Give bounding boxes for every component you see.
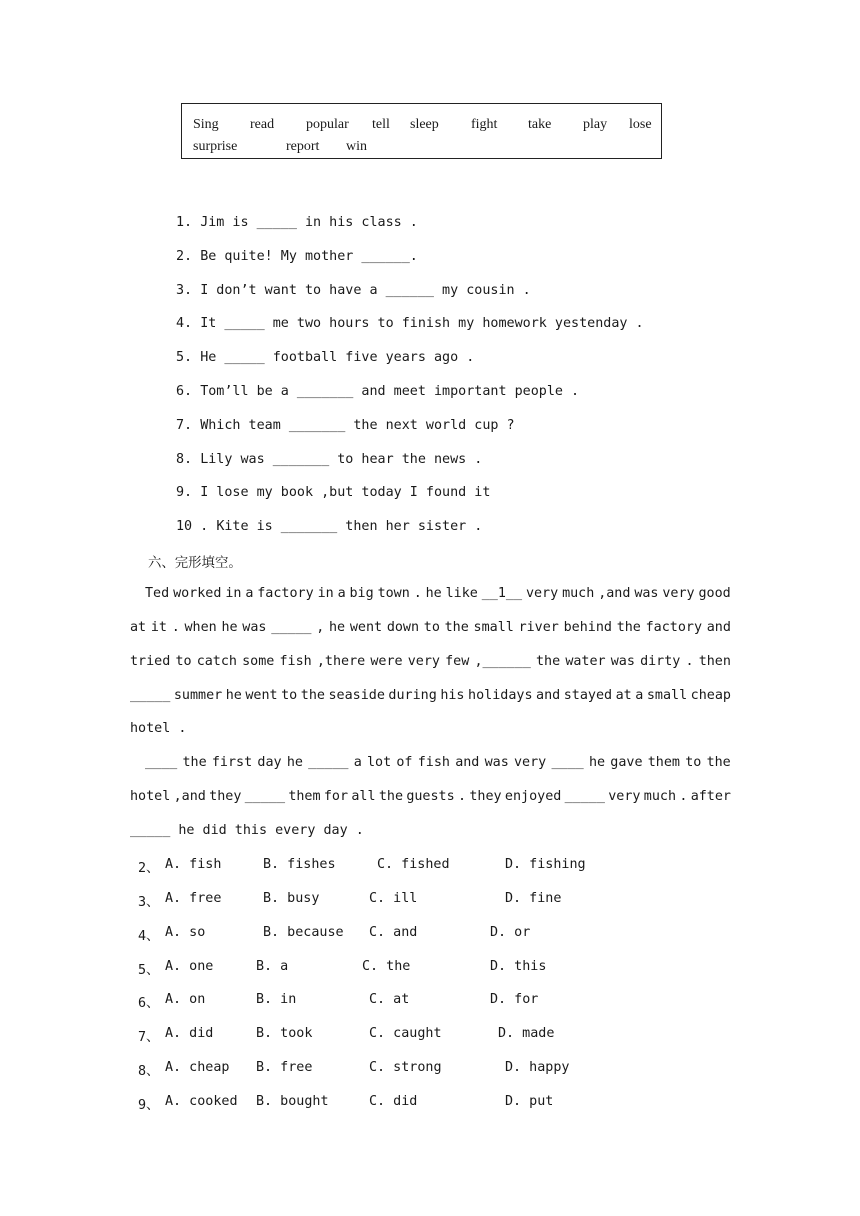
choice-option-b: B. in	[256, 992, 297, 1007]
passage-word: _____	[564, 789, 605, 804]
passage-word: town	[377, 586, 410, 601]
passage-word: down	[386, 620, 420, 635]
choice-option-a: A. cooked	[165, 1094, 238, 1109]
choice-option-b: B. free	[256, 1060, 313, 1075]
fill-in-item	[176, 485, 490, 500]
word-bank-word: surprise	[193, 139, 238, 154]
word-bank-word: lose	[629, 117, 652, 132]
passage-word: ,and	[173, 789, 206, 804]
passage-word: at	[130, 620, 147, 635]
passage-word: ,______	[474, 654, 531, 669]
passage-word: cheap	[690, 688, 731, 703]
item-number: 4.	[176, 316, 193, 331]
passage-word: it	[150, 620, 167, 635]
choice-option-d: D. put	[505, 1094, 554, 1109]
passage-word: to	[175, 654, 192, 669]
passage-word: __1__	[481, 586, 523, 601]
passage-word: his	[440, 688, 465, 703]
passage-line	[130, 620, 731, 635]
item-text: Lily was _______ to hear the news .	[200, 452, 483, 467]
passage-word: water	[565, 654, 606, 669]
fill-in-item	[176, 452, 482, 467]
choice-option-b: B. fishes	[263, 857, 336, 872]
item-number: 2.	[176, 249, 193, 264]
item-number: 3.	[176, 283, 193, 298]
item-text: I lose my book ,but today I found it	[200, 485, 491, 500]
passage-word: was	[242, 620, 267, 635]
passage-word: enjoyed	[504, 789, 562, 804]
passage-word: day	[257, 755, 282, 770]
passage-word: they	[209, 789, 242, 804]
passage-word: the	[536, 654, 561, 669]
choice-number: 6、	[138, 996, 160, 1011]
passage-word: them	[647, 755, 680, 770]
item-text: Be quite! My mother ______.	[200, 249, 418, 264]
word-bank-word: fight	[471, 117, 498, 132]
passage-word: very	[525, 586, 559, 601]
passage-word: he	[286, 755, 303, 770]
passage-word: dirty	[640, 654, 681, 669]
choice-option-d: D. this	[490, 959, 547, 974]
passage-word: very	[608, 789, 641, 804]
choice-number: 3、	[138, 895, 160, 910]
passage-word: good	[698, 586, 731, 601]
choice-option-c: C. caught	[369, 1026, 442, 1041]
passage-word: river	[518, 620, 559, 635]
choice-option-a: A. on	[165, 992, 206, 1007]
choice-option-d: D. or	[490, 925, 531, 940]
word-bank-word: tell	[372, 117, 390, 132]
choice-option-c: C. ill	[369, 891, 418, 906]
passage-word: stayed	[563, 688, 613, 703]
passage-word: and	[536, 688, 561, 703]
passage-word: the	[444, 620, 469, 635]
passage-word: .	[685, 654, 694, 669]
word-bank-word: report	[286, 139, 320, 154]
choice-number: 8、	[138, 1064, 160, 1079]
passage-word: holidays	[468, 688, 533, 703]
passage-line	[130, 789, 731, 804]
passage-word: factory	[257, 586, 314, 601]
choice-option-a: A. so	[165, 925, 206, 940]
passage-line	[130, 688, 731, 703]
item-text: Tom’ll be a _______ and meet important people .	[200, 384, 580, 399]
fill-in-item	[176, 350, 474, 365]
passage-word: was	[610, 654, 635, 669]
item-number: 9.	[176, 485, 193, 500]
choice-number: 9、	[138, 1098, 160, 1113]
passage-word: after	[690, 789, 731, 804]
item-number: 8.	[176, 452, 193, 467]
passage-word: very	[514, 755, 547, 770]
fill-in-item	[176, 215, 418, 230]
passage-word: .	[171, 620, 180, 635]
choice-option-a: A. free	[165, 891, 222, 906]
passage-word: the	[378, 789, 404, 804]
section-title: 六、完形填空。	[148, 556, 242, 571]
passage-word: them	[288, 789, 321, 804]
passage-word: much	[643, 789, 677, 804]
passage-word: .	[457, 789, 467, 804]
passage-word: fish	[417, 755, 450, 770]
passage-word: in	[317, 586, 334, 601]
passage-word: in	[225, 586, 242, 601]
passage-line	[145, 586, 731, 601]
passage-word: the	[300, 688, 325, 703]
choice-option-d: D. happy	[505, 1060, 570, 1075]
passage-word: then	[698, 654, 731, 669]
word-bank-box	[181, 103, 662, 159]
item-text: Jim is _____ in his class .	[200, 215, 418, 230]
choice-option-c: C. and	[369, 925, 418, 940]
choice-number: 4、	[138, 929, 160, 944]
passage-word: they	[469, 789, 502, 804]
passage-word: of	[396, 755, 413, 770]
choice-number: 7、	[138, 1030, 160, 1045]
passage-word: _____	[244, 789, 286, 804]
passage-word: the	[182, 755, 207, 770]
passage-word: tried	[130, 654, 171, 669]
passage-word: big	[349, 586, 374, 601]
item-number: 7.	[176, 418, 193, 433]
passage-word: went	[349, 620, 383, 635]
passage-word: _____	[308, 755, 349, 770]
passage-word: he	[225, 688, 242, 703]
passage-word: small	[646, 688, 688, 703]
choice-option-c: C. fished	[377, 857, 450, 872]
choice-option-d: D. fine	[505, 891, 562, 906]
passage-line: _____ he did this every day .	[130, 823, 364, 838]
passage-line	[130, 654, 731, 669]
passage-word: _____	[130, 688, 171, 703]
passage-word: catch	[196, 654, 237, 669]
passage-word: a	[353, 755, 362, 770]
choice-option-b: B. took	[256, 1026, 313, 1041]
passage-word: very	[407, 654, 440, 669]
passage-word: ____	[551, 755, 584, 770]
passage-word: he	[329, 620, 346, 635]
passage-word: Ted	[145, 586, 170, 601]
choice-option-d: D. for	[490, 992, 539, 1007]
passage-word: _____	[271, 620, 312, 635]
choice-option-a: A. one	[165, 959, 214, 974]
passage-word: .	[413, 586, 422, 601]
passage-word: ____	[145, 755, 178, 770]
passage-word: a	[635, 688, 644, 703]
word-bank-word: take	[528, 117, 552, 132]
passage-word: all	[351, 789, 376, 804]
passage-word: first	[211, 755, 253, 770]
passage-word: and	[706, 620, 731, 635]
passage-word: was	[634, 586, 659, 601]
passage-word: lot	[366, 755, 392, 770]
passage-word: .	[679, 789, 688, 804]
passage-word: guests	[406, 789, 455, 804]
choice-option-d: D. fishing	[505, 857, 586, 872]
passage-word: went	[245, 688, 278, 703]
choice-option-c: C. the	[362, 959, 411, 974]
passage-word: was	[484, 755, 509, 770]
passage-word: at	[615, 688, 632, 703]
passage-word: summer	[173, 688, 223, 703]
choice-option-a: A. fish	[165, 857, 222, 872]
passage-word: a	[245, 586, 254, 601]
fill-in-item	[176, 384, 579, 399]
choice-option-b: B. a	[256, 959, 289, 974]
passage-word: like	[445, 586, 478, 601]
passage-word: to	[423, 620, 440, 635]
passage-word: to	[281, 688, 298, 703]
choice-option-d: D. made	[498, 1026, 555, 1041]
word-bank-word: win	[346, 139, 367, 154]
choice-option-b: B. because	[263, 925, 344, 940]
passage-word: were	[370, 654, 403, 669]
choice-option-b: B. bought	[256, 1094, 329, 1109]
passage-word: a	[337, 586, 346, 601]
fill-in-item	[176, 249, 418, 264]
passage-word: worked	[173, 586, 222, 601]
passage-line	[145, 755, 731, 770]
passage-word: to	[685, 755, 702, 770]
passage-word: ,and	[598, 586, 631, 601]
passage-word: very	[662, 586, 695, 601]
passage-word: much	[562, 586, 595, 601]
choice-option-c: C. at	[369, 992, 410, 1007]
passage-word: when	[184, 620, 217, 635]
passage-word: fish	[279, 654, 312, 669]
word-bank-word: play	[583, 117, 608, 132]
passage-word: gave	[610, 755, 643, 770]
item-text: I don’t want to have a ______ my cousin .	[200, 283, 531, 298]
passage-word: he	[221, 620, 238, 635]
passage-word: ,there	[316, 654, 366, 669]
item-number: 6.	[176, 384, 193, 399]
item-text: Kite is _______ then her sister .	[216, 519, 483, 534]
fill-in-item	[176, 418, 515, 433]
word-bank-word: sleep	[410, 117, 439, 132]
passage-word: the	[616, 620, 641, 635]
item-number: 10 .	[176, 519, 209, 534]
word-bank-word: read	[250, 117, 275, 132]
item-text: Which team _______ the next world cup ?	[200, 418, 515, 433]
item-number: 5.	[176, 350, 193, 365]
passage-word: and	[455, 755, 480, 770]
fill-in-item	[176, 316, 644, 331]
passage-word: ,	[316, 620, 325, 635]
passage-word: the	[706, 755, 731, 770]
passage-word: some	[242, 654, 275, 669]
fill-in-item	[176, 283, 531, 298]
passage-word: small	[473, 620, 514, 635]
choice-option-a: A. did	[165, 1026, 214, 1041]
passage-word: few	[445, 654, 470, 669]
passage-word: hotel	[130, 789, 171, 804]
choice-number: 5、	[138, 963, 160, 978]
passage-word: he	[588, 755, 606, 770]
word-bank-word: Sing	[193, 117, 219, 132]
passage-word: seaside	[328, 688, 385, 703]
passage-word: he	[425, 586, 442, 601]
item-number: 1.	[176, 215, 193, 230]
item-text: He _____ football five years ago .	[200, 350, 475, 365]
item-text: It _____ me two hours to finish my homework yestenday .	[200, 316, 644, 331]
passage-word: during	[388, 688, 437, 703]
passage-word: for	[323, 789, 349, 804]
passage-word: behind	[563, 620, 612, 635]
passage-line: hotel .	[130, 721, 187, 736]
fill-in-item	[176, 519, 482, 534]
choice-option-c: C. strong	[369, 1060, 442, 1075]
choice-option-c: C. did	[369, 1094, 418, 1109]
choice-option-b: B. busy	[263, 891, 320, 906]
passage-word: factory	[645, 620, 703, 635]
choice-option-a: A. cheap	[165, 1060, 230, 1075]
choice-number: 2、	[138, 861, 160, 876]
word-bank-word: popular	[306, 117, 349, 132]
